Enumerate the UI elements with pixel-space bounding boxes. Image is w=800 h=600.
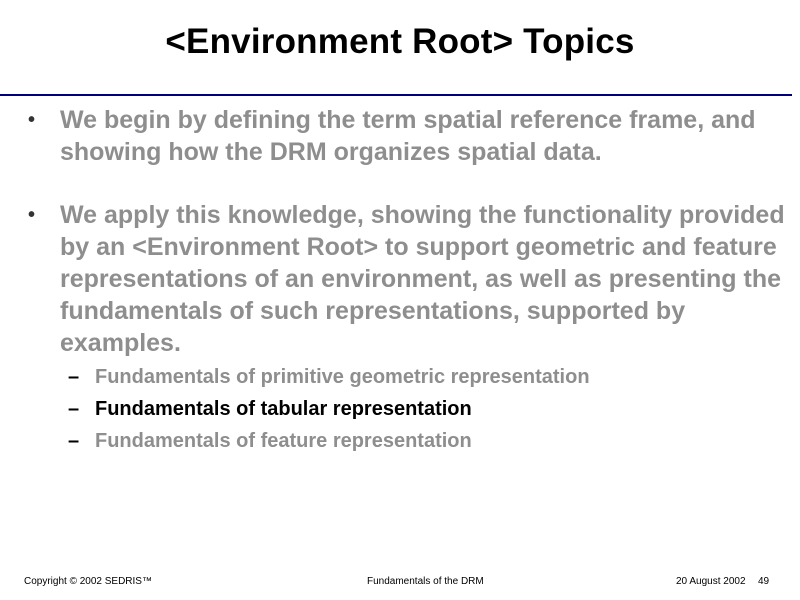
sub-bullet-marker: – [68,398,80,420]
sub-bullet-item [68,361,788,393]
bullet-text: We apply this knowledge, showing the functionality provided by an <Environment Root> to support geometric and feature representations of an environment, as well as presenting the fundamentals of such representations, supported by examples. [60,201,785,357]
sub-bullet-item [68,425,788,457]
footer-page-number: 49 [758,576,770,587]
sub-bullet-text: Fundamentals of tabular representation [95,398,472,420]
bullet-marker: • [28,204,36,226]
slide-body [28,104,788,457]
sub-bullet-text: Fundamentals of primitive geometric representation [95,366,590,388]
sub-bullet-marker: – [68,366,80,388]
sub-bullet-text: Fundamentals of feature representation [95,430,472,452]
bullet-item [28,199,788,359]
title-divider [0,94,792,96]
bullet-item [28,104,788,168]
footer-date: 20 August 2002 [676,576,746,587]
sub-bullet-item-active [68,393,788,425]
bullet-text: We begin by defining the term spatial reference frame, and showing how the DRM organizes spatial data. [60,106,756,166]
slide-title: <Environment Root> Topics [165,22,635,61]
sub-bullet-marker: – [68,430,80,452]
footer-course-title: Fundamentals of the DRM [367,576,484,587]
footer-copyright: Copyright © 2002 SEDRIS™ [24,576,152,587]
bullet-marker: • [28,109,36,131]
sub-bullet-list [28,361,788,457]
